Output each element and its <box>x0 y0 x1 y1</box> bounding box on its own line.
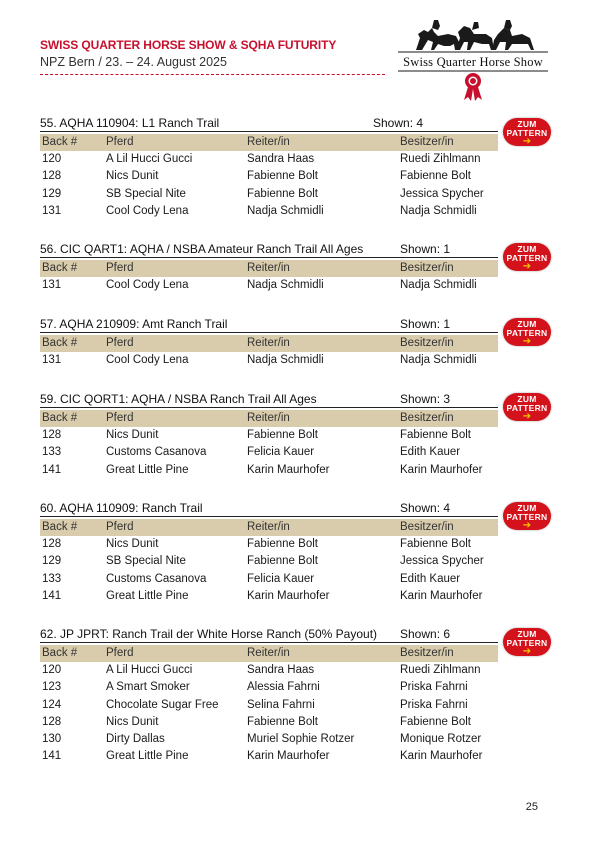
section-header <box>40 116 498 132</box>
cell-back: 141 <box>42 463 62 476</box>
table-row <box>40 571 498 588</box>
shown-count: Shown: 3 <box>400 392 451 406</box>
cell-rider: Fabienne Bolt <box>247 429 318 441</box>
col-back: Back # <box>42 136 78 148</box>
cell-rider: Karin Maurhofer <box>247 750 330 763</box>
col-rider: Reiter/in <box>247 521 290 533</box>
button-label-line1: ZUM <box>517 244 537 254</box>
col-horse: Pferd <box>106 337 134 349</box>
col-horse: Pferd <box>106 647 134 659</box>
cell-horse: Cool Cody Lena <box>106 204 189 217</box>
event-title: SWISS QUARTER HORSE SHOW & SQHA FUTURITY <box>40 38 337 52</box>
section-header <box>40 317 498 333</box>
arrow-right-icon: ➔ <box>522 261 532 272</box>
table-header <box>40 519 498 536</box>
col-back: Back # <box>42 412 78 424</box>
cell-back: 133 <box>42 446 62 459</box>
table-header <box>40 645 498 662</box>
cell-back: 128 <box>42 170 62 183</box>
cell-owner: Nadja Schmidli <box>400 279 477 291</box>
section-header <box>40 501 498 517</box>
logo-text: Swiss Quarter Horse Show <box>403 55 543 69</box>
class-title: 57. AQHA 210909: Amt Ranch Trail <box>40 317 228 331</box>
table-row <box>40 679 498 696</box>
class-section-57 <box>40 317 498 369</box>
cell-back: 141 <box>42 750 62 763</box>
cell-owner: Monique Rotzer <box>400 733 482 746</box>
col-horse: Pferd <box>106 412 134 424</box>
cell-back: 133 <box>42 572 62 585</box>
col-back: Back # <box>42 337 78 349</box>
cell-back: 120 <box>42 664 62 676</box>
cell-horse: Great Little Pine <box>106 463 189 476</box>
class-section-60 <box>40 501 498 605</box>
col-owner: Besitzer/in <box>400 136 454 148</box>
button-label-line1: ZUM <box>517 394 537 404</box>
cell-rider: Fabienne Bolt <box>247 555 318 568</box>
cell-owner: Edith Kauer <box>400 572 461 585</box>
shown-count: Shown: 1 <box>400 242 451 256</box>
cell-rider: Selina Fahrni <box>247 698 315 711</box>
cell-rider: Nadja Schmidli <box>247 354 324 366</box>
button-label-line1: ZUM <box>517 119 537 129</box>
table-header <box>40 410 498 427</box>
button-label-line2: PATTERN <box>506 403 548 413</box>
cell-horse: SB Special Nite <box>106 555 186 568</box>
cell-rider: Felicia Kauer <box>247 446 315 459</box>
cell-back: 128 <box>42 429 62 441</box>
cell-horse: Cool Cody Lena <box>106 279 189 291</box>
cell-horse: Chocolate Sugar Free <box>106 698 219 711</box>
cell-owner: Priska Fahrni <box>400 698 468 711</box>
shown-count: Shown: 1 <box>400 317 451 331</box>
class-section-56 <box>40 242 498 294</box>
cell-horse: Customs Casanova <box>106 572 207 585</box>
cell-owner: Karin Maurhofer <box>400 750 483 763</box>
cell-owner: Edith Kauer <box>400 446 461 459</box>
cell-horse: Dirty Dallas <box>106 733 165 746</box>
table-row <box>40 168 498 185</box>
cell-back: 120 <box>42 153 62 165</box>
col-horse: Pferd <box>106 136 134 148</box>
rosette-icon <box>464 73 482 101</box>
cell-rider: Sandra Haas <box>247 664 315 676</box>
shown-count: Shown: 4 <box>400 501 451 515</box>
class-title: 59. CIC QORT1: AQHA / NSBA Ranch Trail All Ages <box>40 392 317 406</box>
col-back: Back # <box>42 262 78 274</box>
cell-horse: A Lil Hucci Gucci <box>106 153 193 165</box>
arrow-right-icon: ➔ <box>522 520 532 531</box>
class-title: 55. AQHA 110904: L1 Ranch Trail <box>40 116 220 130</box>
cell-horse: Nics Dunit <box>106 715 159 728</box>
cell-owner: Fabienne Bolt <box>400 715 471 728</box>
section-header <box>40 242 498 258</box>
cell-owner: Karin Maurhofer <box>400 589 483 602</box>
col-horse: Pferd <box>106 262 134 274</box>
cell-owner: Nadja Schmidli <box>400 354 477 366</box>
col-rider: Reiter/in <box>247 136 290 148</box>
table-header <box>40 335 498 352</box>
cell-owner: Fabienne Bolt <box>400 170 471 183</box>
class-title: 62. JP JPRT: Ranch Trail der White Horse Ranch (50% Payout) <box>40 627 378 641</box>
cell-rider: Karin Maurhofer <box>247 589 330 602</box>
cell-owner: Jessica Spycher <box>400 187 484 200</box>
table-row <box>40 748 498 765</box>
cell-owner: Ruedi Zihlmann <box>400 153 481 165</box>
shown-count: Shown: 4 <box>373 116 424 130</box>
cell-rider: Nadja Schmidli <box>247 204 324 217</box>
cell-horse: A Lil Hucci Gucci <box>106 664 193 676</box>
cell-horse: SB Special Nite <box>106 187 186 200</box>
button-label-line2: PATTERN <box>506 512 548 522</box>
table-row <box>40 697 498 714</box>
arrow-right-icon: ➔ <box>522 136 532 147</box>
table-row <box>40 151 498 168</box>
cell-horse: A Smart Smoker <box>106 681 190 694</box>
show-logo <box>388 14 558 109</box>
cell-back: 128 <box>42 538 62 550</box>
col-back: Back # <box>42 647 78 659</box>
cell-back: 123 <box>42 681 62 694</box>
class-title: 60. AQHA 110909: Ranch Trail <box>40 501 203 515</box>
shown-count: Shown: 6 <box>400 627 451 641</box>
page-header <box>40 38 385 75</box>
arrow-right-icon: ➔ <box>522 646 532 657</box>
col-rider: Reiter/in <box>247 647 290 659</box>
arrow-right-icon: ➔ <box>522 411 532 422</box>
cell-back: 141 <box>42 589 62 602</box>
col-owner: Besitzer/in <box>400 647 454 659</box>
col-horse: Pferd <box>106 521 134 533</box>
page-number: 25 <box>525 801 538 813</box>
cell-owner: Karin Maurhofer <box>400 463 483 476</box>
cell-rider: Fabienne Bolt <box>247 187 318 200</box>
cell-horse: Nics Dunit <box>106 538 159 550</box>
table-row <box>40 277 498 294</box>
table-row <box>40 588 498 605</box>
cell-owner: Priska Fahrni <box>400 681 468 694</box>
cell-owner: Jessica Spycher <box>400 555 484 568</box>
col-rider: Reiter/in <box>247 337 290 349</box>
table-row <box>40 553 498 570</box>
class-section-62 <box>40 627 498 766</box>
cell-horse: Great Little Pine <box>106 750 189 763</box>
cell-back: 131 <box>42 204 62 217</box>
cell-owner: Ruedi Zihlmann <box>400 664 481 676</box>
cell-rider: Fabienne Bolt <box>247 538 318 550</box>
zum-pattern-button[interactable] <box>503 628 551 656</box>
table-row <box>40 731 498 748</box>
cell-horse: Nics Dunit <box>106 170 159 183</box>
header-divider <box>40 74 385 75</box>
cell-horse: Great Little Pine <box>106 589 189 602</box>
table-row <box>40 427 498 444</box>
button-label-line2: PATTERN <box>506 128 548 138</box>
button-label-line1: ZUM <box>517 629 537 639</box>
zum-pattern-button[interactable] <box>503 393 551 421</box>
cell-back: 131 <box>42 279 62 291</box>
section-header <box>40 627 498 643</box>
col-rider: Reiter/in <box>247 412 290 424</box>
section-header <box>40 392 498 408</box>
cell-horse: Nics Dunit <box>106 429 159 441</box>
table-header <box>40 260 498 277</box>
table-row <box>40 536 498 553</box>
button-label-line2: PATTERN <box>506 253 548 263</box>
cell-rider: Felicia Kauer <box>247 572 315 585</box>
zum-pattern-button[interactable] <box>503 318 551 346</box>
zum-pattern-button[interactable] <box>503 118 551 146</box>
button-label-line2: PATTERN <box>506 328 548 338</box>
class-section-59 <box>40 392 498 479</box>
table-row <box>40 462 498 479</box>
zum-pattern-button[interactable] <box>503 502 551 530</box>
table-row <box>40 203 498 220</box>
cell-owner: Fabienne Bolt <box>400 538 471 550</box>
col-back: Back # <box>42 521 78 533</box>
button-label-line2: PATTERN <box>506 638 548 648</box>
cell-rider: Fabienne Bolt <box>247 170 318 183</box>
class-section-55 <box>40 116 498 220</box>
cell-rider: Fabienne Bolt <box>247 715 318 728</box>
cell-back: 129 <box>42 555 62 568</box>
cell-back: 131 <box>42 354 62 366</box>
class-title: 56. CIC QART1: AQHA / NSBA Amateur Ranch Trail All Ages <box>40 242 364 256</box>
table-row <box>40 444 498 461</box>
table-row <box>40 186 498 203</box>
cell-rider: Nadja Schmidli <box>247 279 324 291</box>
cell-owner: Fabienne Bolt <box>400 429 471 441</box>
zum-pattern-button[interactable] <box>503 243 551 271</box>
cell-back: 128 <box>42 715 62 728</box>
button-label-line1: ZUM <box>517 319 537 329</box>
table-row <box>40 662 498 679</box>
col-owner: Besitzer/in <box>400 262 454 274</box>
cell-back: 124 <box>42 698 62 711</box>
button-label-line1: ZUM <box>517 503 537 513</box>
cell-horse: Cool Cody Lena <box>106 354 189 366</box>
cell-rider: Karin Maurhofer <box>247 463 330 476</box>
col-owner: Besitzer/in <box>400 337 454 349</box>
col-owner: Besitzer/in <box>400 521 454 533</box>
cell-back: 130 <box>42 733 62 746</box>
cell-owner: Nadja Schmidli <box>400 204 477 217</box>
col-owner: Besitzer/in <box>400 412 454 424</box>
table-header <box>40 134 498 151</box>
cell-horse: Customs Casanova <box>106 446 207 459</box>
col-rider: Reiter/in <box>247 262 290 274</box>
event-subtitle: NPZ Bern / 23. – 24. August 2025 <box>40 55 227 69</box>
cell-rider: Muriel Sophie Rotzer <box>247 733 355 746</box>
table-row <box>40 352 498 369</box>
cell-rider: Alessia Fahrni <box>247 681 320 694</box>
cell-rider: Sandra Haas <box>247 153 315 165</box>
table-row <box>40 714 498 731</box>
arrow-right-icon: ➔ <box>522 336 532 347</box>
cell-back: 129 <box>42 187 62 200</box>
